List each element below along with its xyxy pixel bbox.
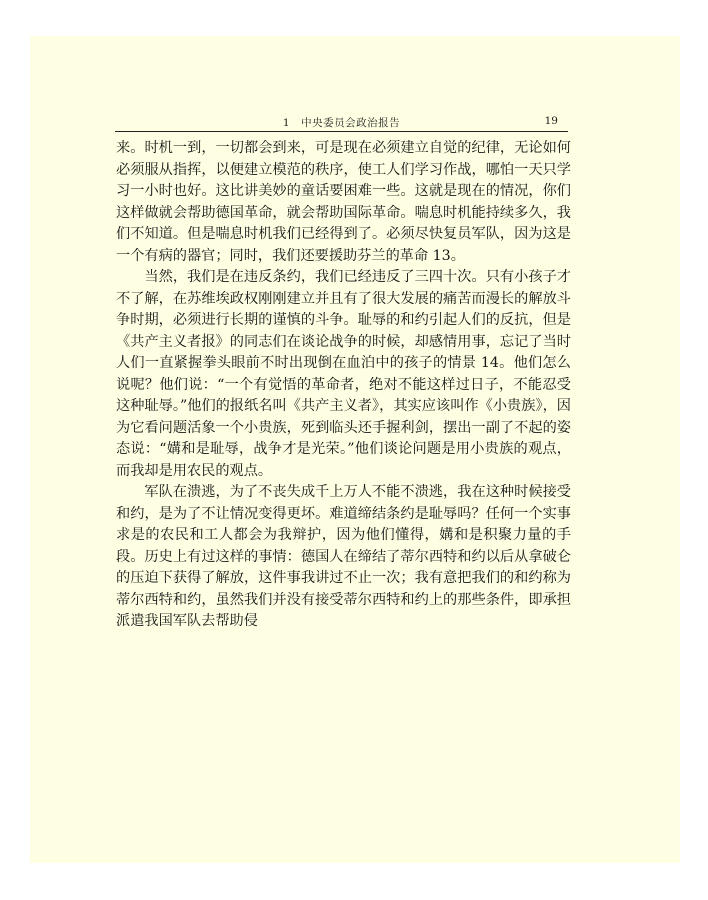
paragraph-1: 来。时机一到，一切都会到来，可是现在必须建立自觉的纪律，无论如何必须服从指挥，以便建立模范的秩序，使工人们学习作战，哪怕一天只学习一小时也好。这比讲美妙的童话要困难一些。这就是现在的情况，你们这样做就会帮助德国革命，就会帮助国际革命。喘息时机能持续多久，我们不知道。但是喘息时机我们已经得到了。必须尽快复员军队，因为这是一个有病的器官；同时，我们还要援助芬兰的革命 13。 — [116, 140, 571, 264]
body-text — [116, 138, 571, 633]
chapter-title: 1 中央委员会政治报告 — [282, 117, 401, 129]
header-rule — [115, 131, 568, 132]
paragraph-2: 当然，我们是在违反条约，我们已经违反了三四十次。只有小孩子才不了解，在苏维埃政权刚刚建立并且有了很大发展的痛苦而漫长的解放斗争时期，必须进行长期的谨慎的斗争。耻辱的和约引起人们的反抗，但是《共产主义者报》的同志们在谈论战争的时候，却感情用事，忘记了当时人们一直紧握拳头眼前不时出现倒在血泊中的孩子的情景 14。他们怎么说呢？他们说：“一个有觉悟的革命者，绝对不能这样过日子，不能忍受这种耻辱。”他们的报纸名叫《共产主义者》，其实应该叫作《小贵族》，因为它看问题活象一个小贵族，死到临头还手握利剑，摆出一副了不起的姿态说：“媾和是耻辱，战争才是光荣。”他们谈论问题是用小贵族的观点，而我却是用农民的观点。 — [116, 269, 571, 479]
paragraph-3: 军队在溃逃，为了不丧失成千上万人不能不溃逃，我在这种时候接受和约，是为了不让情况变得更坏。难道缔结条约是耻辱吗？任何一个实事求是的农民和工人都会为我辩护，因为他们懂得，媾和是积聚力量的手段。历史上有过这样的事情：德国人在缔结了蒂尔西特和约以后从拿破仑的压迫下获得了解放，这件事我讲过不止一次；我有意把我们的和约称为蒂尔西特和约，虽然我们并没有接受蒂尔西特和约上的那些条件，即承担派遣我国军队去帮助侵 — [116, 484, 571, 629]
page-number: 19 — [544, 115, 558, 127]
running-header — [115, 111, 568, 131]
